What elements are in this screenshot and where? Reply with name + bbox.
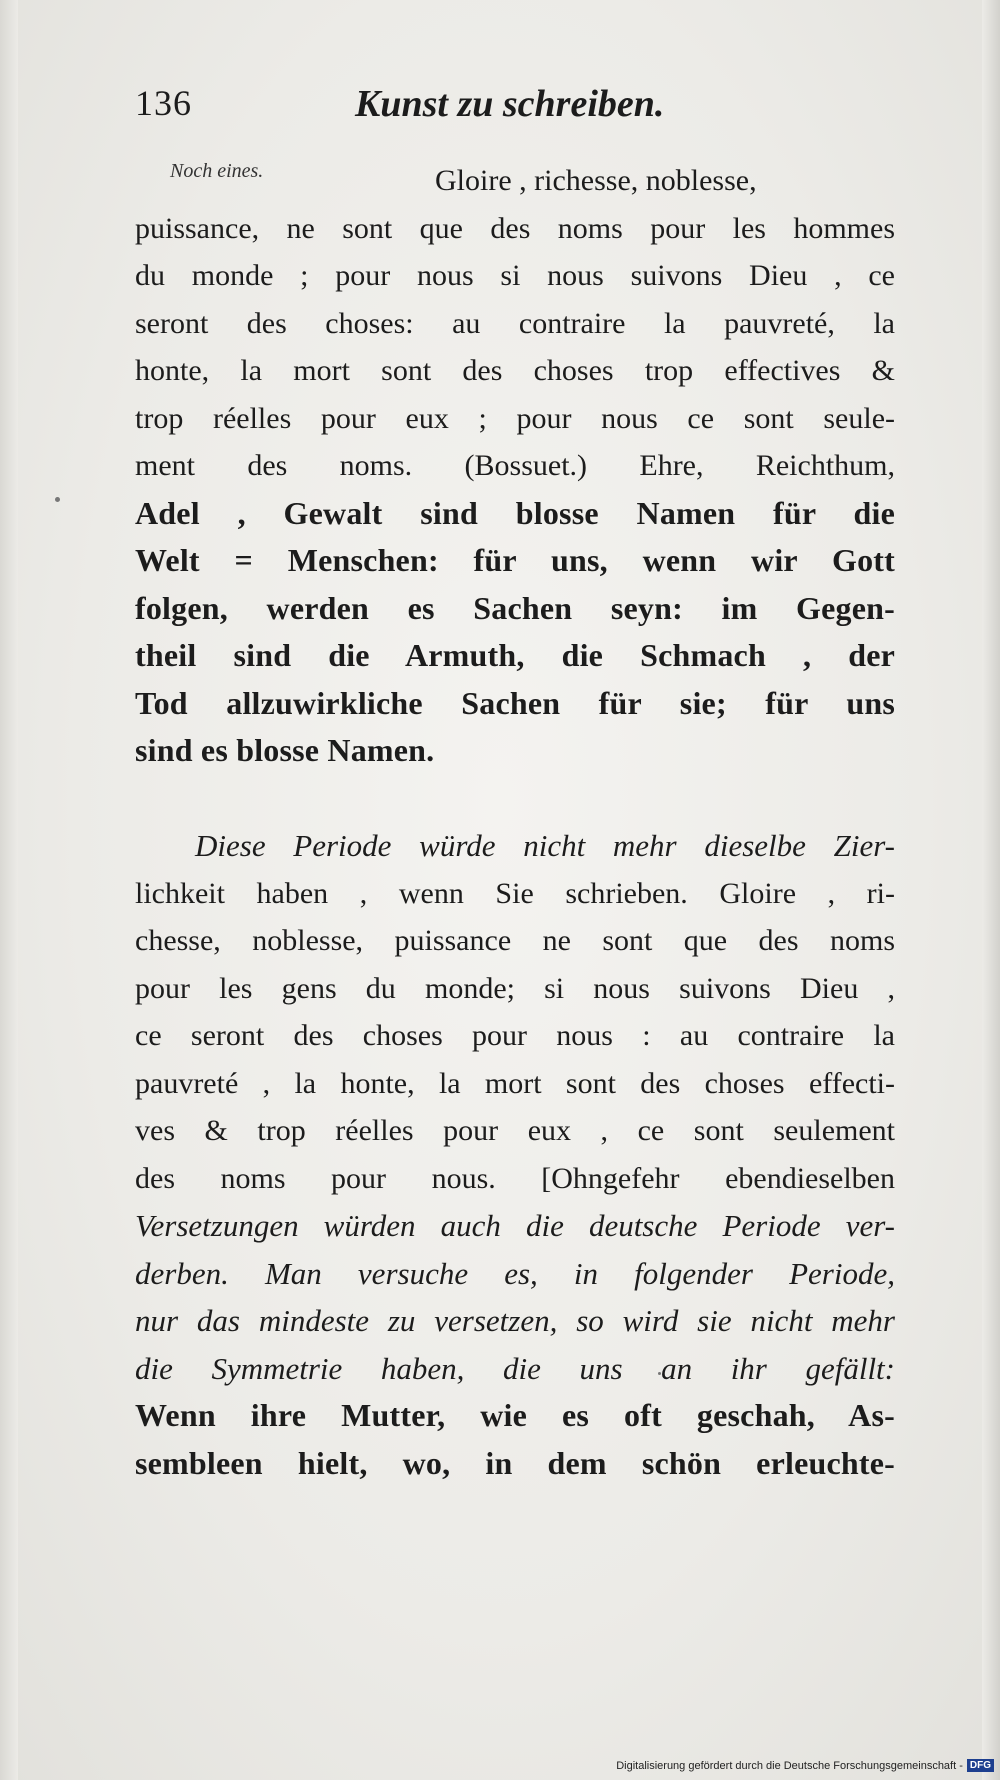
text-line: sembleen hielt, wo, in dem schön erleuchte-	[135, 1444, 895, 1481]
running-title: Kunst zu schreiben.	[355, 83, 665, 125]
text-line: honte, la mort sont des choses trop effectives &	[135, 354, 895, 387]
footer-text: Digitalisierung gefördert durch die Deutsche Forschungsgemeinschaft -	[616, 1759, 963, 1772]
paragraph-2	[135, 822, 895, 1487]
page-right-edge	[982, 0, 1000, 1780]
text-line: Tod allzuwirkliche Sachen für sie; für uns	[135, 684, 895, 721]
text-line: des noms pour nous. [Ohngefehr ebendieselben	[135, 1161, 895, 1195]
text-line: Wenn ihre Mutter, wie es oft geschah, As-	[135, 1397, 895, 1433]
text-line: pour les gens du monde; si nous suivons Dieu ,	[135, 971, 895, 1005]
page-number: 136	[135, 83, 192, 123]
text-line: pauvreté , la honte, la mort sont des choses effecti-	[135, 1066, 895, 1100]
page-left-edge	[0, 0, 18, 1780]
scan-speck	[55, 497, 60, 502]
page-header	[135, 82, 895, 132]
text-line: nur das mindeste zu versetzen, so wird sie nicht mehr	[135, 1303, 895, 1338]
paragraph-1	[135, 157, 895, 775]
dfg-logo: DFG	[967, 1759, 994, 1772]
text-line: sind es blosse Namen.	[135, 732, 435, 768]
text-line: du monde ; pour nous si nous suivons Dieu , ce	[135, 259, 895, 292]
text-line: trop réelles pour eux ; pour nous ce sont seule-	[135, 401, 895, 435]
text-line: Gloire , richesse, noblesse,	[435, 164, 757, 197]
digitization-footer	[616, 1759, 994, 1772]
text-line: folgen, werden es Sachen seyn: im Gegen-	[135, 589, 895, 626]
text-line: ce seront des choses pour nous : au contraire la	[135, 1019, 895, 1052]
text-line: Diese Periode würde nicht mehr dieselbe Zier-	[195, 828, 895, 863]
text-line: chesse, noblesse, puissance ne sont que des noms	[135, 924, 895, 957]
text-line: die Symmetrie haben, die uns an ihr gefällt:	[135, 1350, 895, 1386]
text-line: theil sind die Armuth, die Schmach , der	[135, 637, 895, 673]
margin-note: Noch eines.	[170, 160, 264, 182]
text-line: ves & trop réelles pour eux , ce sont seulement	[135, 1114, 895, 1147]
text-line: lichkeit haben , wenn Sie schrieben. Gloire , ri-	[135, 876, 895, 910]
text-line: Welt = Menschen: für uns, wenn wir Gott	[135, 542, 895, 578]
text-line: seront des choses: au contraire la pauvreté, la	[135, 306, 895, 340]
text-line: puissance, ne sont que des noms pour les hommes	[135, 211, 895, 245]
text-line: derben. Man versuche es, in folgender Periode,	[135, 1255, 895, 1291]
text-line: ment des noms. (Bossuet.) Ehre, Reichthum,	[135, 449, 895, 482]
text-line: Versetzungen würden auch die deutsche Periode ver-	[135, 1208, 895, 1243]
text-line: Adel , Gewalt sind blosse Namen für die	[135, 494, 895, 531]
